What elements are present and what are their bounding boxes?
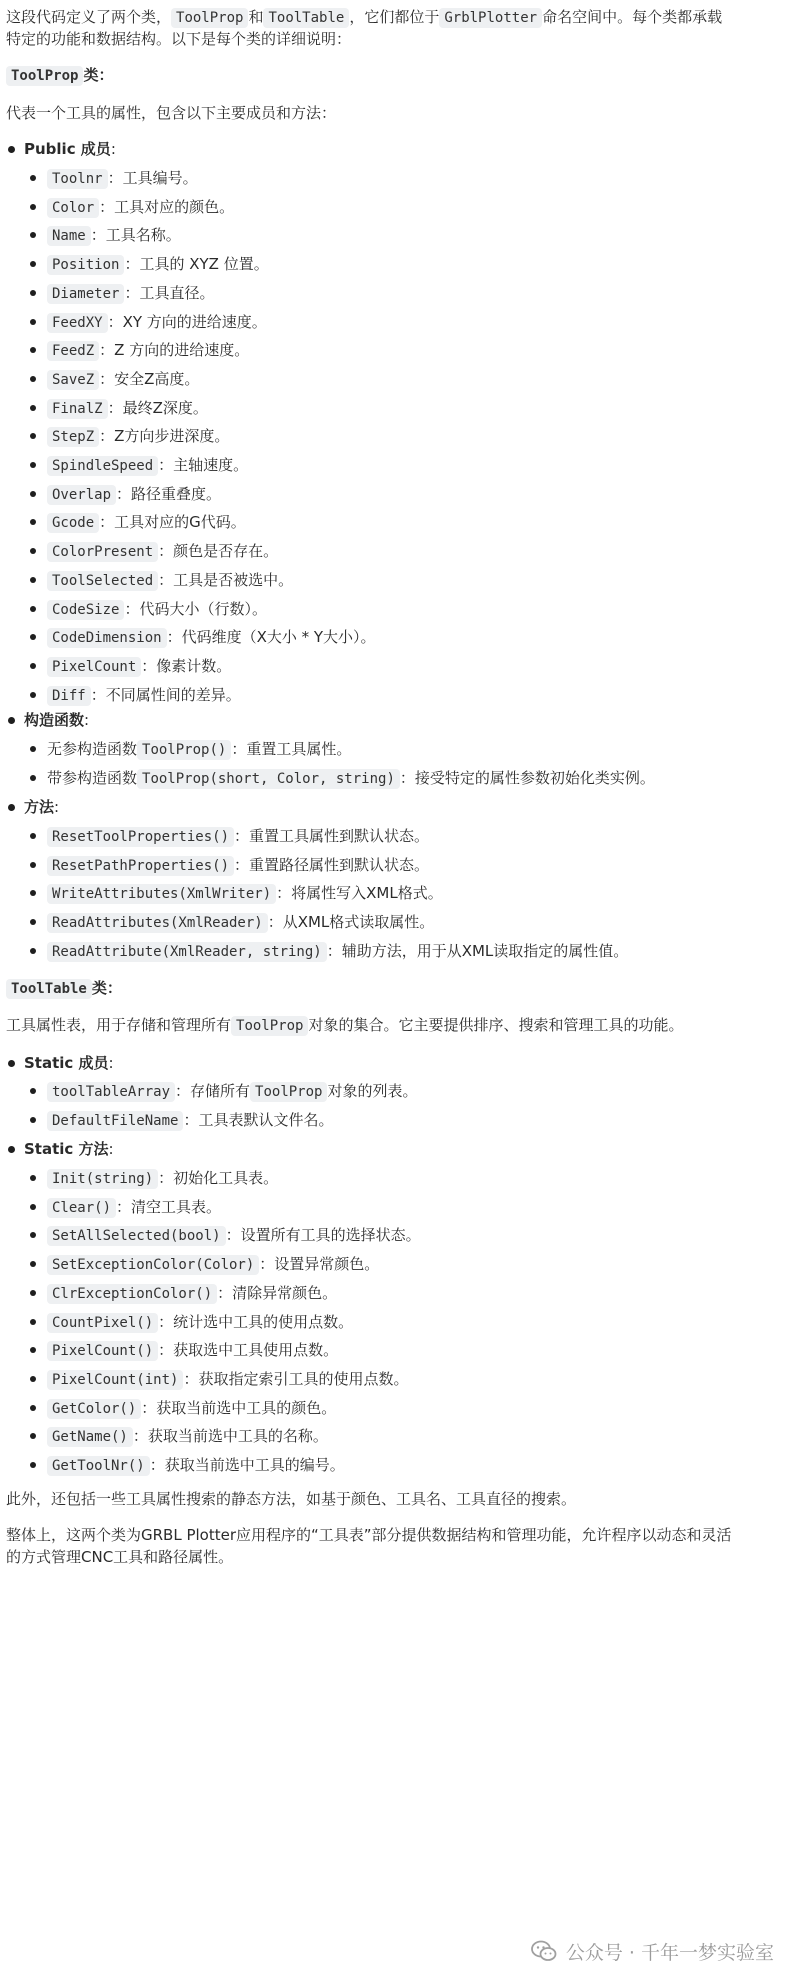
ctor-pre: 带参构造函数 <box>47 769 138 787</box>
bullet-dot <box>30 890 36 896</box>
member-desc: ：像素计数。 <box>141 657 232 675</box>
member-desc: ：Z 方向的进给速度。 <box>99 341 250 359</box>
static-method-code: SetExceptionColor(Color) <box>47 1255 259 1275</box>
method-code: ResetPathProperties() <box>47 856 234 876</box>
static-method-code: GetColor() <box>47 1399 141 1419</box>
constructors-label <box>24 705 89 735</box>
desc-text: 工具属性表，用于存储和管理所有 <box>6 1016 232 1034</box>
method-item <box>47 936 628 967</box>
wechat-icon <box>530 1937 558 1965</box>
member-desc: ：工具对应的颜色。 <box>99 198 235 216</box>
member-item <box>47 249 269 280</box>
static-method-code: PixelCount() <box>47 1341 158 1361</box>
bullet-dot <box>30 692 36 698</box>
method-desc: ：重置路径属性到默认状态。 <box>234 856 430 874</box>
static-method-item <box>47 1163 278 1194</box>
member-desc: ：工具直径。 <box>124 284 215 302</box>
member-item <box>47 651 231 682</box>
ctor-desc: ：重置工具属性。 <box>231 740 352 758</box>
static-method-code: Init(string) <box>47 1169 158 1189</box>
static-method-desc: ：获取选中工具使用点数。 <box>158 1341 339 1359</box>
section-heading-tooltable <box>6 973 122 1004</box>
static-method-item <box>47 1249 379 1280</box>
member-item <box>47 192 234 223</box>
member-code: Diameter <box>47 284 124 304</box>
member-item <box>47 278 214 309</box>
static-member-desc: ：工具表默认文件名。 <box>183 1111 334 1129</box>
member-code: Gcode <box>47 513 99 533</box>
method-item <box>47 850 429 881</box>
footer-p2-line1: 整体上，这两个类为GRBL Plotter应用程序的“工具表”部分提供数据结构和管理功能，允许程序以动态和灵活 <box>6 1526 732 1544</box>
member-desc: ：路径重叠度。 <box>116 485 222 503</box>
static-method-item <box>47 1278 337 1309</box>
static-method-desc: ：设置异常颜色。 <box>259 1255 380 1273</box>
static-member-item <box>47 1105 333 1136</box>
bullet-dot <box>30 919 36 925</box>
static-method-item <box>47 1364 408 1395</box>
member-code: Overlap <box>47 485 116 505</box>
bullet-dot <box>30 577 36 583</box>
static-method-desc: ：清除异常颜色。 <box>217 1284 338 1302</box>
member-code: FeedXY <box>47 313 108 333</box>
bullet-dot <box>30 204 36 210</box>
static-method-code: Clear() <box>47 1198 116 1218</box>
footer-p1: 此外，还包括一些工具属性搜索的静态方法，如基于颜色、工具名、工具直径的搜索。 <box>6 1490 577 1508</box>
member-item <box>47 163 198 194</box>
static-method-desc: ：清空工具表。 <box>116 1198 222 1216</box>
method-item <box>47 878 443 909</box>
methods-label <box>24 792 59 822</box>
bullet-dot <box>30 175 36 181</box>
colon: : <box>110 140 116 158</box>
ctor-code: ToolProp(short, Color, string) <box>137 769 400 789</box>
member-item <box>47 565 293 596</box>
member-code: Diff <box>47 686 91 706</box>
toolprop-desc: 代表一个工具的属性，包含以下主要成员和方法： <box>6 104 337 122</box>
heading-suffix: 类： <box>91 979 122 997</box>
bullet-dot <box>8 717 15 724</box>
intro-text: ，它们都位于 <box>349 8 440 26</box>
intro-text: 和 <box>248 8 264 26</box>
bullet-dot <box>30 347 36 353</box>
constructor-item <box>47 763 655 794</box>
intro-text: 这段代码定义了两个类， <box>6 8 172 26</box>
watermark <box>530 1937 774 1965</box>
member-desc: ：工具对应的G代码。 <box>99 513 246 531</box>
member-desc: ：XY 方向的进给速度。 <box>107 313 267 331</box>
bullet-dot <box>30 519 36 525</box>
intro-text: 命名空间中。每个类都承载 <box>542 8 723 26</box>
bullet-dot <box>30 1117 36 1123</box>
bullet-dot <box>30 462 36 468</box>
member-code: FinalZ <box>47 399 108 419</box>
member-code: CodeDimension <box>47 628 167 648</box>
label: 构造函数 <box>24 711 85 729</box>
bullet-dot <box>30 491 36 497</box>
bullet-dot <box>30 1290 36 1296</box>
static-method-item <box>47 1421 328 1452</box>
static-method-code: SetAllSelected(bool) <box>47 1226 226 1246</box>
static-method-item <box>47 1220 421 1251</box>
label: 方法 <box>24 798 55 816</box>
member-code: SaveZ <box>47 370 99 390</box>
member-code: Position <box>47 255 124 275</box>
static-method-item <box>47 1307 353 1338</box>
member-item <box>47 421 229 452</box>
bullet-dot <box>30 634 36 640</box>
bullet-dot <box>30 405 36 411</box>
member-item <box>47 594 267 625</box>
static-member-code: toolTableArray <box>47 1082 175 1102</box>
ctor-code: ToolProp() <box>137 740 231 760</box>
member-item <box>47 507 246 538</box>
desc-code: ToolProp <box>231 1016 308 1036</box>
member-desc: ：代码大小（行数）。 <box>124 600 267 618</box>
bullet-dot <box>30 746 36 752</box>
section-heading-toolprop <box>6 60 113 91</box>
member-desc: ：工具的 XYZ 位置。 <box>124 255 269 273</box>
static-member-item <box>47 1076 417 1107</box>
static-method-item <box>47 1335 338 1366</box>
label: Static 方法 <box>24 1140 109 1158</box>
bullet-dot <box>8 1146 15 1153</box>
heading-code: ToolProp <box>6 66 83 86</box>
member-code: Color <box>47 198 99 218</box>
member-code: CodeSize <box>47 600 124 620</box>
footer-p2-line2: 的方式管理CNC工具和路径属性。 <box>6 1548 234 1566</box>
member-item <box>47 622 376 653</box>
method-desc: ：重置工具属性到默认状态。 <box>234 827 430 845</box>
method-code: ReadAttribute(XmlReader, string) <box>47 942 327 962</box>
member-item <box>47 335 249 366</box>
bullet-dot <box>30 261 36 267</box>
static-method-desc: ：获取指定索引工具的使用点数。 <box>183 1370 409 1388</box>
static-method-desc: ：获取当前选中工具的编号。 <box>149 1456 345 1474</box>
bullet-dot <box>8 146 15 153</box>
code-tooltable: ToolTable <box>263 8 349 28</box>
constructor-item <box>47 734 351 765</box>
bullet-dot <box>8 1060 15 1067</box>
bullet-dot <box>30 833 36 839</box>
static-method-desc: ：统计选中工具的使用点数。 <box>158 1313 354 1331</box>
code-namespace: GrblPlotter <box>439 8 542 28</box>
member-code: ToolSelected <box>47 571 158 591</box>
ctor-desc: ：接受特定的属性参数初始化类实例。 <box>399 769 655 787</box>
static-method-code: GetName() <box>47 1427 133 1447</box>
method-code: ResetToolProperties() <box>47 827 234 847</box>
method-code: ReadAttributes(XmlReader) <box>47 913 268 933</box>
static-method-item <box>47 1393 336 1424</box>
method-desc: ：辅助方法，用于从XML读取指定的属性值。 <box>326 942 629 960</box>
static-members-label <box>24 1048 114 1078</box>
method-item <box>47 907 434 938</box>
member-desc: ：代码维度（X大小 * Y大小）。 <box>166 628 376 646</box>
member-desc: ：工具编号。 <box>107 169 198 187</box>
member-code: Name <box>47 226 91 246</box>
colon: : <box>108 1054 114 1072</box>
static-method-desc: ：获取当前选中工具的颜色。 <box>141 1399 337 1417</box>
static-member-code: DefaultFileName <box>47 1111 183 1131</box>
static-methods-label <box>24 1134 114 1164</box>
bullet-dot <box>8 804 15 811</box>
member-item <box>47 450 248 481</box>
member-code: PixelCount <box>47 657 141 677</box>
method-desc: ：将属性写入XML格式。 <box>276 884 443 902</box>
bullet-dot <box>30 1232 36 1238</box>
bullet-dot <box>30 1319 36 1325</box>
static-member-desc: ：存储所有 <box>175 1082 251 1100</box>
public-members-label <box>24 134 116 164</box>
static-method-code: ClrExceptionColor() <box>47 1284 217 1304</box>
intro-line-2: 特定的功能和数据结构。以下是每个类的详细说明： <box>6 30 352 48</box>
desc-text: 对象的集合。它主要提供排序、搜索和管理工具的功能。 <box>308 1016 684 1034</box>
bullet-dot <box>30 433 36 439</box>
member-desc: ：颜色是否存在。 <box>158 542 279 560</box>
member-item <box>47 536 278 567</box>
bullet-dot <box>30 775 36 781</box>
bullet-dot <box>30 548 36 554</box>
member-item <box>47 393 208 424</box>
tooltable-desc <box>6 1010 786 1041</box>
bullet-dot <box>30 1433 36 1439</box>
member-code: SpindleSpeed <box>47 456 158 476</box>
heading-code: ToolTable <box>6 979 92 999</box>
label: Public 成员 <box>24 140 111 158</box>
code-toolprop: ToolProp <box>171 8 248 28</box>
bullet-dot <box>30 319 36 325</box>
bullet-dot <box>30 376 36 382</box>
heading-suffix: 类： <box>83 66 114 84</box>
member-desc: ：不同属性间的差异。 <box>90 686 241 704</box>
colon: : <box>84 711 90 729</box>
bullet-dot <box>30 1175 36 1181</box>
bullet-dot <box>30 1261 36 1267</box>
member-code: StepZ <box>47 427 99 447</box>
bullet-dot <box>30 862 36 868</box>
bullet-dot <box>30 1204 36 1210</box>
method-code: WriteAttributes(XmlWriter) <box>47 884 276 904</box>
bullet-dot <box>30 1376 36 1382</box>
member-item <box>47 479 221 510</box>
watermark-text: 公众号 · 千年一梦实验室 <box>565 1941 774 1964</box>
member-desc: ：主轴速度。 <box>158 456 249 474</box>
bullet-dot <box>30 1462 36 1468</box>
bullet-dot <box>30 948 36 954</box>
static-method-item <box>47 1450 345 1481</box>
label: Static 成员 <box>24 1054 109 1072</box>
bullet-dot <box>30 1088 36 1094</box>
bullet-dot <box>30 606 36 612</box>
member-desc: ：安全Z高度。 <box>99 370 200 388</box>
static-method-item <box>47 1192 221 1223</box>
bullet-dot <box>30 1405 36 1411</box>
static-method-code: CountPixel() <box>47 1313 158 1333</box>
static-method-desc: ：获取当前选中工具的名称。 <box>132 1427 328 1445</box>
member-desc: ：工具是否被选中。 <box>158 571 294 589</box>
method-desc: ：从XML格式读取属性。 <box>267 913 435 931</box>
member-item <box>47 307 267 338</box>
member-item <box>47 364 199 395</box>
member-item <box>47 220 181 251</box>
bullet-dot <box>30 663 36 669</box>
member-code: ColorPresent <box>47 542 158 562</box>
ctor-pre: 无参构造函数 <box>47 740 138 758</box>
member-desc: ：Z方向步进深度。 <box>99 427 230 445</box>
colon: : <box>108 1140 114 1158</box>
static-method-desc: ：设置所有工具的选择状态。 <box>225 1226 421 1244</box>
static-method-code: GetToolNr() <box>47 1456 150 1476</box>
static-method-desc: ：初始化工具表。 <box>158 1169 279 1187</box>
member-desc: ：最终Z深度。 <box>107 399 208 417</box>
bullet-dot <box>30 290 36 296</box>
static-method-code: PixelCount(int) <box>47 1370 183 1390</box>
static-member-desc: 对象的列表。 <box>327 1082 418 1100</box>
static-member-code2: ToolProp <box>250 1082 327 1102</box>
member-desc: ：工具名称。 <box>90 226 181 244</box>
bullet-dot <box>30 232 36 238</box>
member-code: FeedZ <box>47 341 99 361</box>
method-item <box>47 821 429 852</box>
colon: : <box>54 798 60 816</box>
member-code: Toolnr <box>47 169 108 189</box>
bullet-dot <box>30 1347 36 1353</box>
